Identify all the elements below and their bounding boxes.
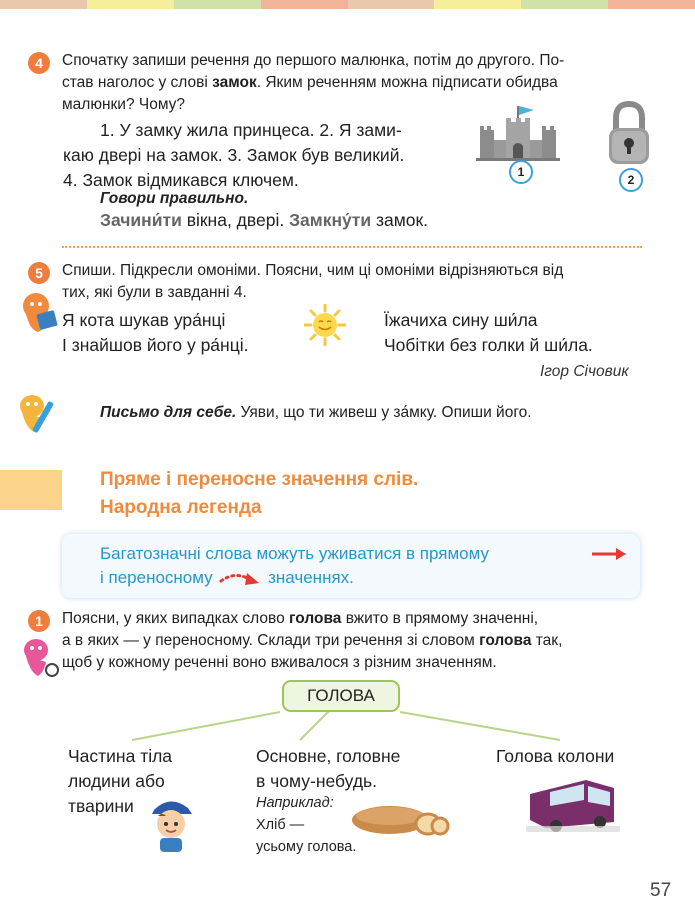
stripe-segment [608,0,695,9]
example-line: Хліб — [256,817,305,833]
task-4-sentences [63,118,470,193]
instruction-text: малюнки? Чому? [62,96,186,113]
picture-2-label: 2 [619,168,643,192]
meaning-line: в чому-небудь. [256,771,378,791]
keyword-zamok: замок [212,74,257,91]
example-text [256,814,356,858]
rule-text: значеннях. [268,568,354,587]
self-writing-task [100,402,640,424]
task-5-badge: 5 [28,262,50,284]
rule-line-1: Багатозначні слова можуть уживатися в прямому [100,544,489,563]
bread-loaf-icon [350,800,450,838]
center-word-holova: ГОЛОВА [282,680,400,712]
instruction-text: щоб у кожному реченні воно вживалося з різним значенням. [62,654,497,671]
stripe-segment [174,0,261,9]
padlock-icon [606,100,652,168]
dotted-arrow-icon [217,569,263,589]
poem-right [384,308,593,358]
poem-line: Чобітки без голки й ши́ла. [384,335,593,355]
instruction-text: так, [531,632,563,649]
self-writing-text: Уяви, що ти живеш у за́мку. Опиши його. [236,404,532,421]
character-writing-icon [18,290,60,334]
boy-with-cap-icon [148,792,194,854]
instruction-text: Спочатку запиши речення до першого малюнка, потім до другого. По- [62,52,565,69]
poem-author: Ігор Січовик [540,363,629,380]
poem-left [62,308,248,358]
meaning-line: Основне, головне [256,746,401,766]
speak-correctly-line [100,208,570,233]
meaning-line: Частина тіла [68,746,173,766]
sentence-line: 4. Замок відмикався ключем. [63,170,299,190]
stripe-segment [434,0,521,9]
poem-line: Я кота шукав ура́нці [62,310,226,330]
stripe-segment [521,0,608,9]
straight-arrow-icon [590,546,628,562]
section-divider [62,246,642,248]
poem-line: Їжачиха сину ши́ла [384,310,538,330]
example-label: Наприклад: [256,795,334,811]
speak-text: замок. [371,210,428,230]
task-1-badge: 1 [28,610,50,632]
instruction-text: вжито в прямому значенні, [341,610,539,627]
instruction-text: Спиши. Підкресли омоніми. Поясни, чим ці омоніми відрізняються від [62,262,564,279]
character-thinking-icon [18,636,62,680]
stripe-segment [87,0,174,9]
sentence-line: 1. У замку жила принцеса. 2. Я зами- [100,120,402,140]
instruction-text: став наголос у слові [62,74,213,91]
keyword-holova: голова [479,632,532,649]
task-5-instruction [62,260,647,304]
task-4-badge: 4 [28,52,50,74]
page-number: 57 [650,880,672,901]
word-zachynyty: Зачини́ти [100,210,182,230]
task-1-instruction [62,608,647,674]
meaning-line: людини або [68,771,165,791]
instruction-text: . Яким реченням можна підписати обидва [256,74,558,91]
word-zamknuty: Замкну́ти [289,210,372,230]
character-pen-icon [16,392,62,436]
instruction-text: тих, які були в завданні 4. [62,284,247,301]
keyword-holova: голова [289,610,342,627]
bus-icon [526,774,620,834]
instruction-text: а в яких — у переносному. Склади три речення зі словом [62,632,480,649]
section-title-line-2: Народна легенда [100,497,262,518]
meaning-main-thing [256,744,400,794]
top-color-stripe [0,0,695,9]
stripe-segment [0,0,87,9]
picture-1-label: 1 [509,160,533,184]
stripe-segment [261,0,348,9]
section-marker-bar [0,470,62,510]
rule-line-2 [100,566,354,589]
speak-text: вікна, двері. [181,210,290,230]
poem-line: І знайшов його у ра́нці. [62,335,249,355]
meaning-line: тварини [68,796,134,816]
rule-text: і переносному [100,568,213,587]
section-title-line-1: Пряме і переносне значення слів. [100,469,419,490]
self-writing-title: Письмо для себе. [100,404,237,421]
speak-correctly-title: Говори правильно. [100,190,249,207]
instruction-text: Поясни, у яких випадках слово [62,610,290,627]
meaning-column-head: Голова колони [496,746,615,766]
example-line: усьому голова. [256,839,357,855]
sentence-line: каю двері на замок. 3. Замок був великий. [63,145,405,165]
stripe-segment [348,0,435,9]
sun-icon [304,304,346,346]
